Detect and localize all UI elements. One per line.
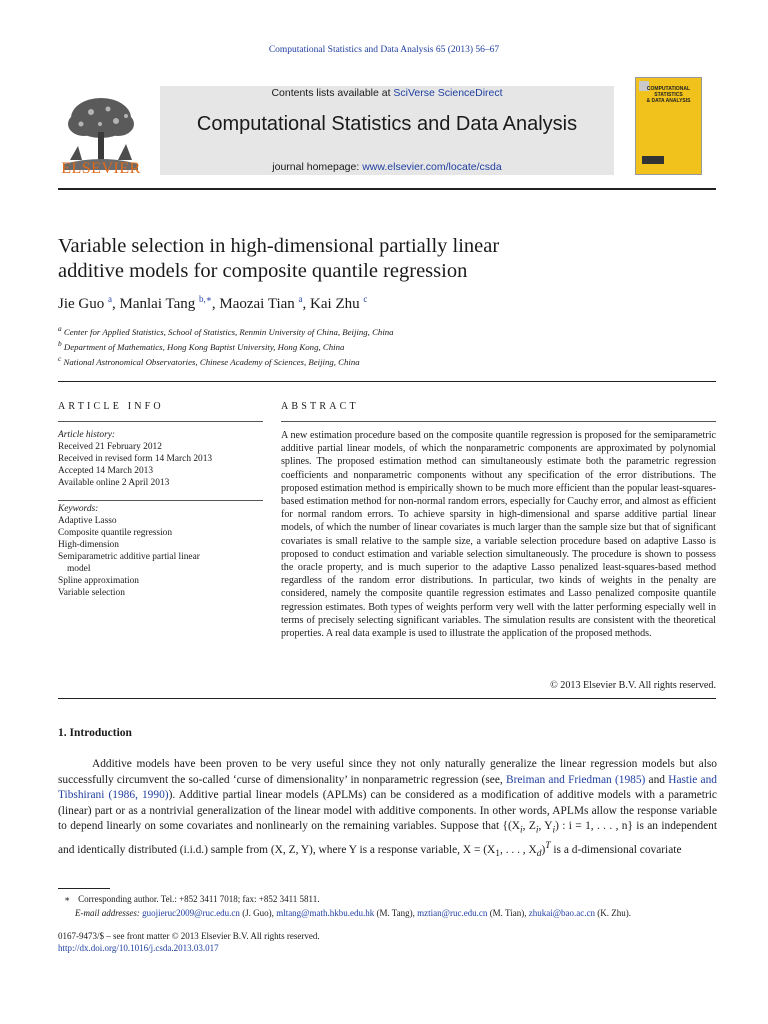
- email-link[interactable]: mltang@math.hkbu.edu.hk: [276, 908, 375, 918]
- keyword: Adaptive Lasso: [58, 516, 117, 526]
- author-name[interactable]: Jie Guo: [58, 296, 105, 312]
- intro-text: ). Additive partial linear models (APLMs) can be considered as a modification of additive models with a parametric (linear) part or as a nontrivial generalization of the linear model with additive components. In other words, APLMs allow the response variable to depend linearly on some covariates and nonlinearly on the remaining variables. Suppose that {(X: [58, 789, 717, 832]
- affiliation-b: [58, 339, 718, 352]
- keywords-label: Keywords:: [58, 504, 99, 514]
- introduction-paragraph: Additive models have been proven to be very useful since they not only naturally generalize the linear regression models but also successfully circumvent the so-called ‘curse of dimensionality’ in nonparametric regression (see, Breiman and Friedman (1985) and Hastie and Tibshirani (1986, 1990)). Additive partial linear models (APLMs) can be considered as a modification of additive models with a parametric (linear) part or as a nontrivial generalization of the linear model with additive components. In other words, APLMs allow the response variable to depend linearly on some covariates and nonlinearly on the remaining variables. Suppose that {($X_i$, $Z_i$, $Y_i$) : i = 1, . . . , n} is an independent and identically distributed (i.i.d.) sample from (X, Z, Y), where Y is a response variable, $X = (X_1$, . . . , $X_d)^T$ is a d-dimensional covariate: [58, 758, 718, 859]
- author-affiliation-mark[interactable]: a: [298, 294, 303, 304]
- keyword: Spline approximation: [58, 576, 139, 586]
- footnote-star: ∗: [64, 894, 71, 904]
- affiliation-c: [58, 354, 718, 367]
- doi-link[interactable]: http://dx.doi.org/10.1016/j.csda.2013.03.017: [58, 943, 219, 953]
- history-label: Article history:: [58, 430, 116, 440]
- intro-text: is a d-dimensional covariate: [550, 843, 682, 856]
- intro-text: , . . . , X: [500, 843, 537, 856]
- paper-title: [58, 234, 718, 284]
- article-info-rule: [58, 421, 263, 422]
- abstract-body: A new estimation procedure based on the composite quantile regression is proposed for the semiparametric additive partial linear models, of which the nonparametric components are approximated by polynomial splines. The proposed estimation method can simultaneously estimate both the parametric regression coefficients and nonparametric components without any specification of the error distributions. The proposed estimation method is empirically shown to be much more efficient than the popular least-squares-based estimation method for non-normal random errors, especially for Cauchy error, and almost as efficient for normal random errors. To achieve sparsity in high-dimensional and sparse additive partial linear models, of which the number of linear covariates is much larger than the sample size but that of significant covariates is small relative to the sample size, a variable selection procedure based on adaptive Lasso is proposed to conduct estimation and variable selection simultaneously. The procedure is shown to possess the oracle property, and is much superior to the adaptive Lasso penalized least-squares-based method regardless of the random error distributions. In particular, two kinds of weights in the penalty are considered, namely the composite quantile regression estimates and Lasso penalized composite quantile regression estimates. Both types of weights perform very well with the latter performing especially well in terms of precisely selecting significant variables. The simulation results are consistent with the theoretical properties. A real data example is used to illustrate the application of the proposed methods.: [281, 430, 716, 640]
- history-item: Received 21 February 2012: [58, 442, 162, 452]
- paper-title-line-1: Variable selection in high-dimensional partially linear: [58, 235, 500, 257]
- author-affiliation-mark[interactable]: b,∗: [199, 294, 212, 304]
- email-label: E-mail addresses:: [75, 908, 143, 918]
- cover-title-line-1: COMPUTATIONAL: [646, 86, 691, 92]
- email-owner: (M. Tian),: [487, 908, 529, 918]
- footnote-text: Corresponding author. Tel.: +852 3411 7018; fax: +852 3411 5811.: [78, 894, 320, 904]
- history-item: Received in revised form 14 March 2013: [58, 454, 213, 464]
- email-owner: (M. Tang),: [374, 908, 418, 918]
- email-link[interactable]: guojieruc2009@ruc.edu.cn: [142, 908, 240, 918]
- author-affiliation-mark[interactable]: c: [363, 294, 368, 304]
- abstract-rule: [281, 421, 716, 422]
- section-rule: [58, 381, 716, 382]
- journal-cover-thumbnail: [635, 77, 702, 175]
- intro-text: and: [645, 773, 669, 786]
- paper-title-line-2: additive models for composite quantile regression: [58, 260, 468, 282]
- affiliation-mark: c: [58, 354, 62, 363]
- keyword: Variable selection: [58, 588, 125, 598]
- keyword: High-dimension: [58, 540, 119, 550]
- article-info-heading: ARTICLE INFO: [58, 401, 164, 412]
- cover-title-line-3: & DATA ANALYSIS: [646, 98, 691, 104]
- affiliation-text: National Astronomical Observatories, Chinese Academy of Sciences, Beijing, China: [63, 356, 360, 367]
- email-link[interactable]: zhukai@bao.ac.cn: [528, 908, 595, 918]
- intro-text: , Z: [522, 820, 536, 832]
- contents-available-line: [160, 87, 614, 99]
- intro-text: ): [541, 843, 546, 856]
- header-rule: [58, 188, 716, 190]
- email-owner: (J. Guo),: [239, 908, 277, 918]
- affiliation-mark: b: [58, 339, 62, 348]
- homepage-prefix: journal homepage:: [272, 161, 363, 173]
- journal-reference[interactable]: Computational Statistics and Data Analysis 65 (2013) 56–67: [268, 45, 500, 55]
- citation-link[interactable]: Hastie and Tibshirani (1986, 1990): [58, 773, 717, 801]
- intro-text: Additive models have been proven to be very useful since they not only naturally generalize the linear regression models but also successfully circumvent the so-called ‘curse of dimensionality’ in nonparametric regression (see,: [58, 758, 717, 786]
- author-name[interactable]: Maozai Tian: [219, 296, 295, 312]
- issn-line: 0167-9473/$ – see front matter © 2013 Elsevier B.V. All rights reserved.: [58, 931, 320, 941]
- email-footnote: [58, 908, 717, 918]
- article-history: [58, 429, 263, 489]
- keyword: Semiparametric additive partial linear: [58, 552, 200, 562]
- abstract-heading: ABSTRACT: [281, 401, 359, 412]
- sciencedirect-link[interactable]: SciVerse ScienceDirect: [393, 87, 503, 99]
- introduction-heading: 1. Introduction: [58, 727, 132, 739]
- cover-title-line-2: STATISTICS: [654, 92, 683, 98]
- keyword-continuation: model: [67, 564, 91, 574]
- contents-prefix: Contents lists available at: [271, 87, 394, 99]
- intro-text: ) : i = 1, . . . , n} is an independent and identically distributed (i.i.d.) sample from (X, Z, Y), where Y is a response variable, X = (X: [58, 820, 718, 856]
- journal-homepage-link[interactable]: www.elsevier.com/locate/csda: [362, 161, 502, 173]
- citation-link[interactable]: Breiman and Friedman (1985): [505, 773, 646, 786]
- keyword: Composite quantile regression: [58, 528, 173, 538]
- affiliation-a: [58, 324, 718, 337]
- history-item: Available online 2 April 2013: [58, 478, 170, 488]
- author-affiliation-mark[interactable]: a: [108, 294, 112, 304]
- intro-text: , Y: [538, 820, 553, 832]
- publisher-name: ELSEVIER: [61, 160, 141, 177]
- journal-title: Computational Statistics and Data Analysis: [196, 113, 578, 135]
- corresponding-author-footnote: [58, 894, 717, 905]
- history-item: Accepted 14 March 2013: [58, 466, 154, 476]
- author-name[interactable]: Manlai Tang: [119, 296, 196, 312]
- abstract-bottom-rule: [58, 698, 716, 699]
- footnote-rule: [58, 888, 110, 889]
- author-list: Jie Guo $^a$, Manlai Tang $^{b,∗}$, Maozai Tian $^a$, Kai Zhu $^c$: [58, 294, 368, 312]
- affiliation-text: Department of Mathematics, Hong Kong Baptist University, Hong Kong, China: [63, 341, 345, 352]
- cover-barcode: [642, 156, 664, 164]
- author-name[interactable]: Kai Zhu: [310, 296, 360, 312]
- keywords-list: [58, 503, 263, 599]
- abstract-copyright: © 2013 Elsevier B.V. All rights reserved.: [550, 680, 716, 691]
- email-link[interactable]: mztian@ruc.edu.cn: [417, 908, 488, 918]
- keywords-rule: [58, 500, 263, 501]
- email-owner: (K. Zhu).: [594, 908, 631, 918]
- affiliation-text: Center for Applied Statistics, School of Statistics, Renmin University of China, Beijing, China: [63, 326, 394, 337]
- affiliation-mark: a: [58, 324, 62, 333]
- journal-homepage-line: [160, 161, 614, 173]
